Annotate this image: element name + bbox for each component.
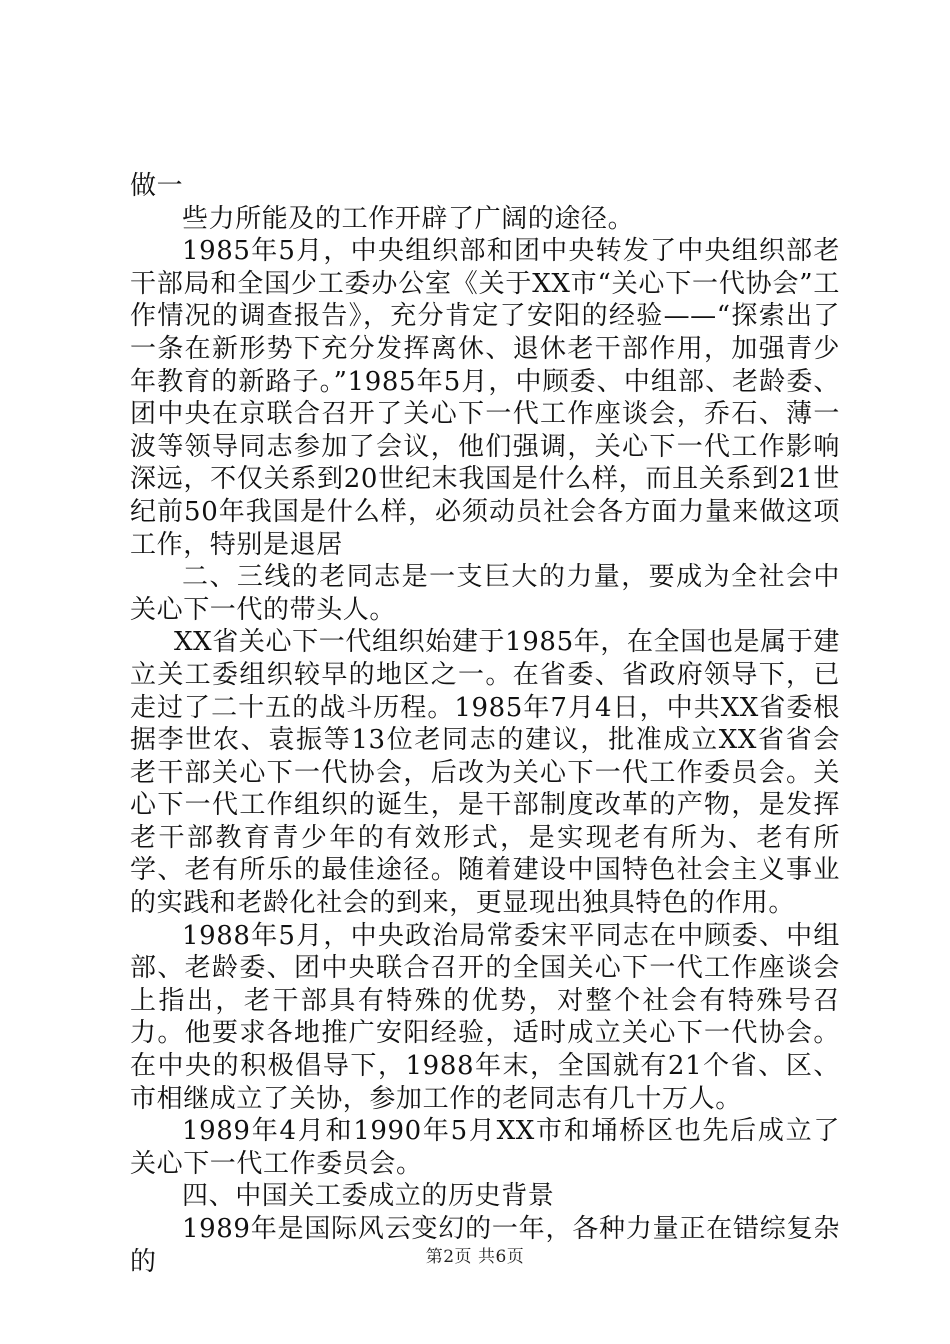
paragraph-1989-1990: 1989年4月和1990年5月XX市和埇桥区也先后成立了关心下一代工作委员会。 [130,1116,840,1179]
paragraph-continuation: 些力所能及的工作开辟了广阔的途径。 [182,203,635,234]
paragraph-second-third-line: 二、三线的老同志是一支巨大的力量，要成为全社会中关心下一代的带头人。 [130,562,840,625]
paragraph-province-organization: XX省关心下一代组织始建于1985年，在全国也是属于建立关工委组织较早的地区之一。在省委、省政府领导下，已走过了二十五的战斗历程。1985年7月4日，中共XX省委根据李世农、袁振等13位老同志的建议，批准成立XX省省会老干部关心下一代协会，后改为关心下一代工作委员会。关心下一代工作组织的诞生，是干部制度改革的产物，是发挥老干部教育青少年的有效形式，是实现老有所为、老有所学、老有所乐的最佳途径。随着建设中国特色社会主义事业的实践和老龄化社会的到来，更显现出独具特色的作用。 [130,627,840,919]
paragraph-1989-international: 1989年是国际风云变幻的一年，各种力量正在错综复杂的 [130,1214,840,1277]
section-heading-four: 四、中国关工委成立的历史背景 [182,1181,555,1212]
document-body [130,170,840,1278]
page-footer [0,1242,950,1267]
paragraph-1988-may: 1988年5月，中央政治局常委宋平同志在中顾委、中组部、老龄委、团中央联合召开的全国关心下一代工作座谈会上指出，老干部具有特殊的优势，对整个社会有特殊号召力。他要求各地推广安阳经验，适时成立关心下一代协会。在中央的积极倡导下，1988年末，全国就有21个省、区、市相继成立了关协，参加工作的老同志有几十万人。 [130,920,840,1114]
paragraph-continuation-start: 做一 [130,171,184,201]
page-number-label: 第2页 共6页 [425,1247,525,1267]
paragraph-1985-may: 1985年5月，中央组织部和团中央转发了中央组织部老干部局和全国少工委办公室《关于XX市“关心下一代协会”工作情况的调查报告》，充分肯定了安阳的经验——“探索出了一条在新形势下充分发挥离休、退休老干部作用，加强青少年教育的新路子。”1985年5月，中顾委、中组部、老龄委、团中央在京联合召开了关心下一代工作座谈会，乔石、薄一波等领导同志参加了会议，他们强调，关心下一代工作影响深远，不仅关系到20世纪末我国是什么样，而且关系到21世纪前50年我国是什么样，必须动员社会各方面力量来做这项工作，特别是退居 [130,236,840,560]
